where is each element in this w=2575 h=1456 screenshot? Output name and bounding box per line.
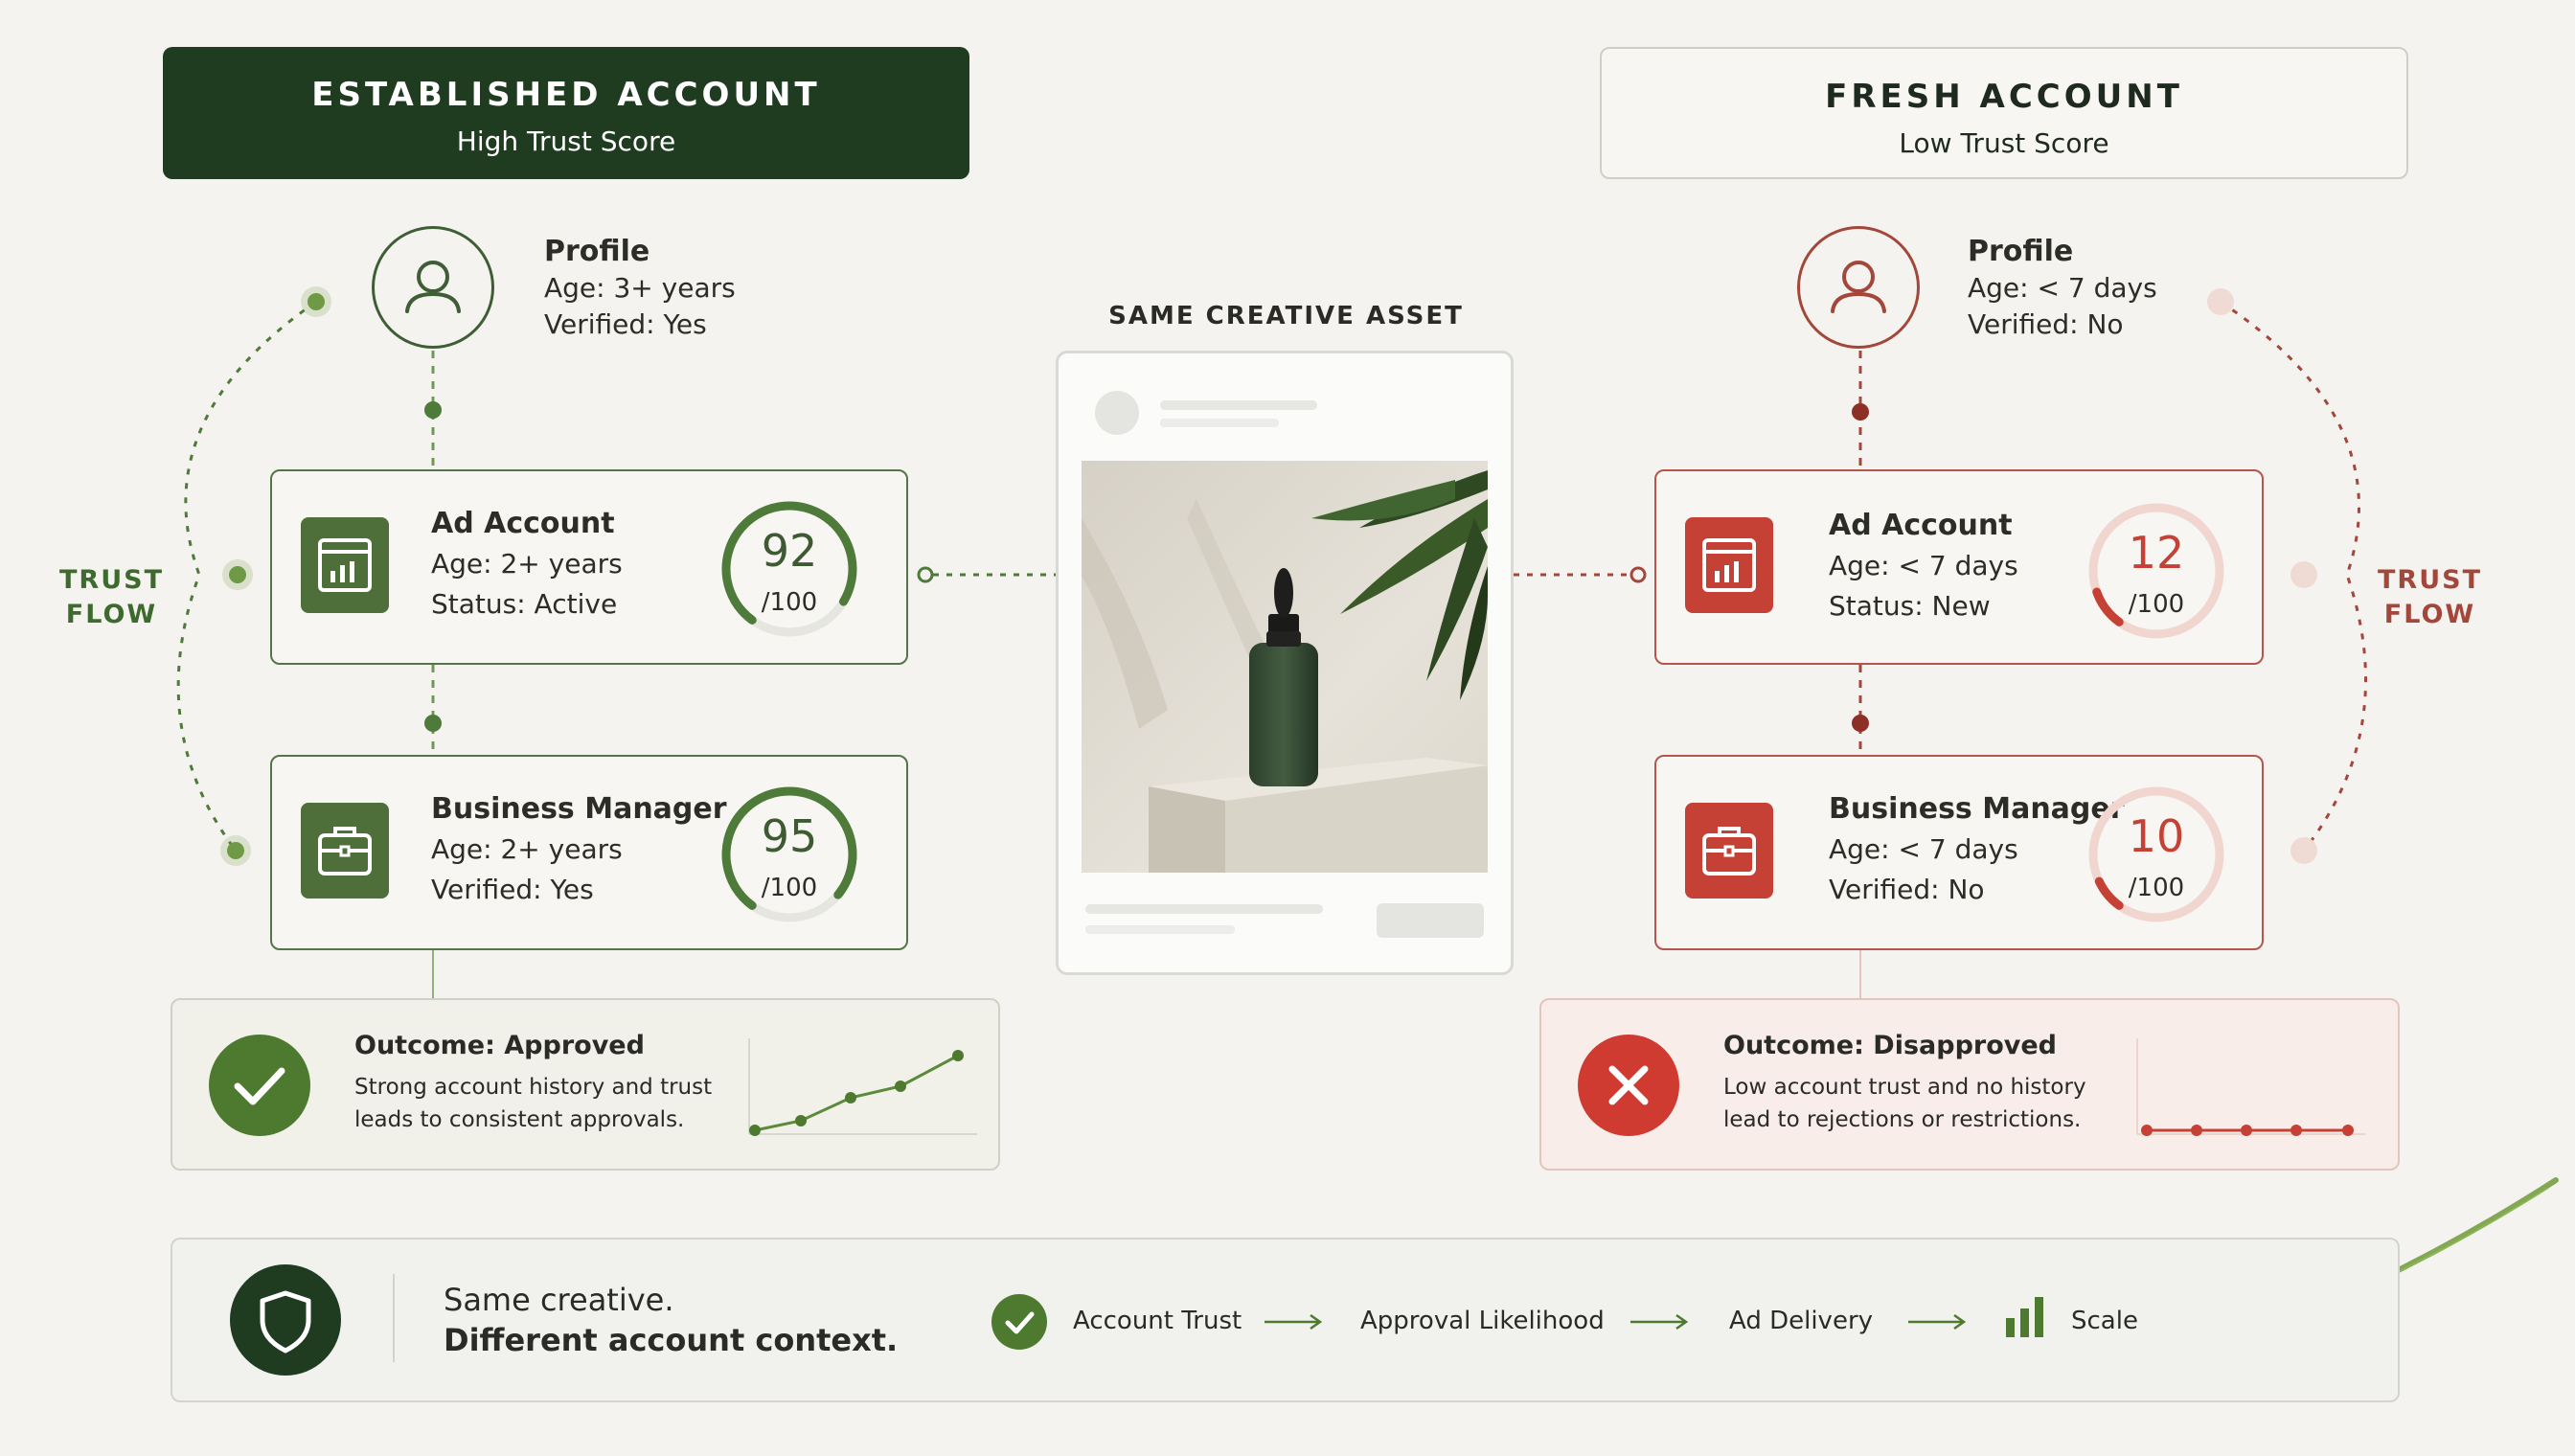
profile-details-left [544, 234, 736, 343]
trust-flow-label-right [2378, 563, 2482, 632]
score-value: 95 [761, 810, 818, 862]
trust-flow-line2: FLOW [65, 600, 158, 629]
trust-score-gauge [2080, 778, 2233, 931]
profile-age: Age: < 7 days [1968, 272, 2157, 304]
chart-window-icon [301, 517, 389, 613]
trust-flow-label-left [59, 563, 164, 632]
profile-details-right [1968, 234, 2157, 343]
score-value: 12 [2128, 527, 2185, 579]
briefcase-icon [301, 803, 389, 899]
header-title: FRESH ACCOUNT [1825, 78, 2183, 116]
bar-chart-icon [2004, 1293, 2052, 1341]
card-title: Ad Account [1829, 509, 2013, 542]
user-icon [1800, 229, 1917, 346]
flow-approval-likelihood: Approval Likelihood [1360, 1307, 1605, 1335]
card-age: Age: < 7 days [1829, 550, 2018, 581]
card-status: Status: New [1829, 590, 1991, 622]
profile-avatar-left [372, 226, 494, 349]
creative-label: SAME CREATIVE ASSET [1108, 302, 1464, 330]
ad-account-icon-tile [301, 517, 389, 613]
chart-window-icon [1685, 517, 1773, 613]
trust-score-gauge [713, 492, 866, 646]
ad-account-card-right [1654, 469, 2264, 665]
footer-line1: Same creative. [444, 1282, 674, 1318]
check-circle-icon [991, 1293, 1048, 1351]
profile-title: Profile [544, 235, 650, 268]
score-max: /100 [2128, 874, 2185, 902]
outcome-approved-panel [171, 998, 1000, 1171]
card-age: Age: 2+ years [431, 548, 623, 580]
profile-title: Profile [1968, 235, 2074, 268]
score-max: /100 [761, 588, 818, 617]
card-age: Age: 2+ years [431, 833, 623, 865]
business-manager-details [431, 789, 727, 910]
established-account-header [163, 47, 969, 179]
score-value: 10 [2128, 810, 2185, 862]
ad-account-details [1829, 506, 2018, 626]
profile-avatar-right [1797, 226, 1920, 349]
card-title: Business Manager [1829, 792, 2125, 826]
footer-line2: Different account context. [444, 1322, 899, 1358]
arrow-right-icon [1263, 1312, 1326, 1331]
header-subtitle: High Trust Score [456, 125, 676, 157]
trust-flow-line1: TRUST [59, 565, 164, 595]
profile-age: Age: 3+ years [544, 272, 736, 304]
ad-account-icon-tile [1685, 517, 1773, 613]
card-verified: Verified: Yes [431, 874, 594, 905]
business-manager-card-right [1654, 755, 2264, 950]
business-manager-icon-tile [1685, 803, 1773, 899]
trust-score-gauge [2080, 494, 2233, 648]
briefcase-icon [1685, 803, 1773, 899]
card-title: Business Manager [431, 792, 727, 826]
fresh-account-header [1600, 47, 2408, 179]
score-value: 92 [761, 525, 818, 577]
product-photo [1082, 461, 1488, 873]
ad-account-details [431, 504, 623, 625]
card-status: Status: Active [431, 588, 618, 620]
shield-icon [230, 1264, 341, 1376]
outcome-title: Outcome: Approved [354, 1031, 645, 1060]
card-title: Ad Account [431, 507, 615, 540]
card-verified: Verified: No [1829, 874, 1985, 905]
score-max: /100 [2128, 590, 2185, 619]
avatar-placeholder [1095, 391, 1139, 435]
trust-flow-line1: TRUST [2378, 565, 2482, 595]
x-circle-icon [1578, 1035, 1679, 1136]
card-age: Age: < 7 days [1829, 833, 2018, 865]
flow-ad-delivery: Ad Delivery [1729, 1307, 1874, 1335]
flat-trend-line [2135, 1038, 2365, 1144]
user-icon [375, 229, 491, 346]
arrow-right-icon [1629, 1312, 1692, 1331]
trust-score-gauge [713, 778, 866, 931]
flow-account-trust: Account Trust [1073, 1307, 1242, 1335]
business-manager-card-left [270, 755, 908, 950]
header-subtitle: Low Trust Score [1899, 127, 2109, 159]
ad-account-card-left [270, 469, 908, 665]
approval-trend-line [747, 1038, 977, 1144]
header-title: ESTABLISHED ACCOUNT [311, 76, 821, 114]
outcome-title: Outcome: Disapproved [1723, 1031, 2057, 1060]
check-circle-icon [209, 1035, 310, 1136]
outcome-description: Low account trust and no history lead to rejections or restrictions. [1723, 1075, 2086, 1132]
flow-scale: Scale [2071, 1307, 2138, 1335]
score-max: /100 [761, 874, 818, 902]
cta-placeholder [1377, 903, 1484, 938]
outcome-description: Strong account history and trust leads to consistent approvals. [354, 1075, 713, 1132]
profile-verified: Verified: No [1968, 308, 2124, 340]
footer-divider [393, 1274, 395, 1362]
trust-flow-line2: FLOW [2383, 600, 2476, 629]
outcome-disapproved-panel [1539, 998, 2400, 1171]
arrow-right-icon [1906, 1312, 1970, 1331]
business-manager-icon-tile [301, 803, 389, 899]
profile-verified: Verified: Yes [544, 308, 707, 340]
